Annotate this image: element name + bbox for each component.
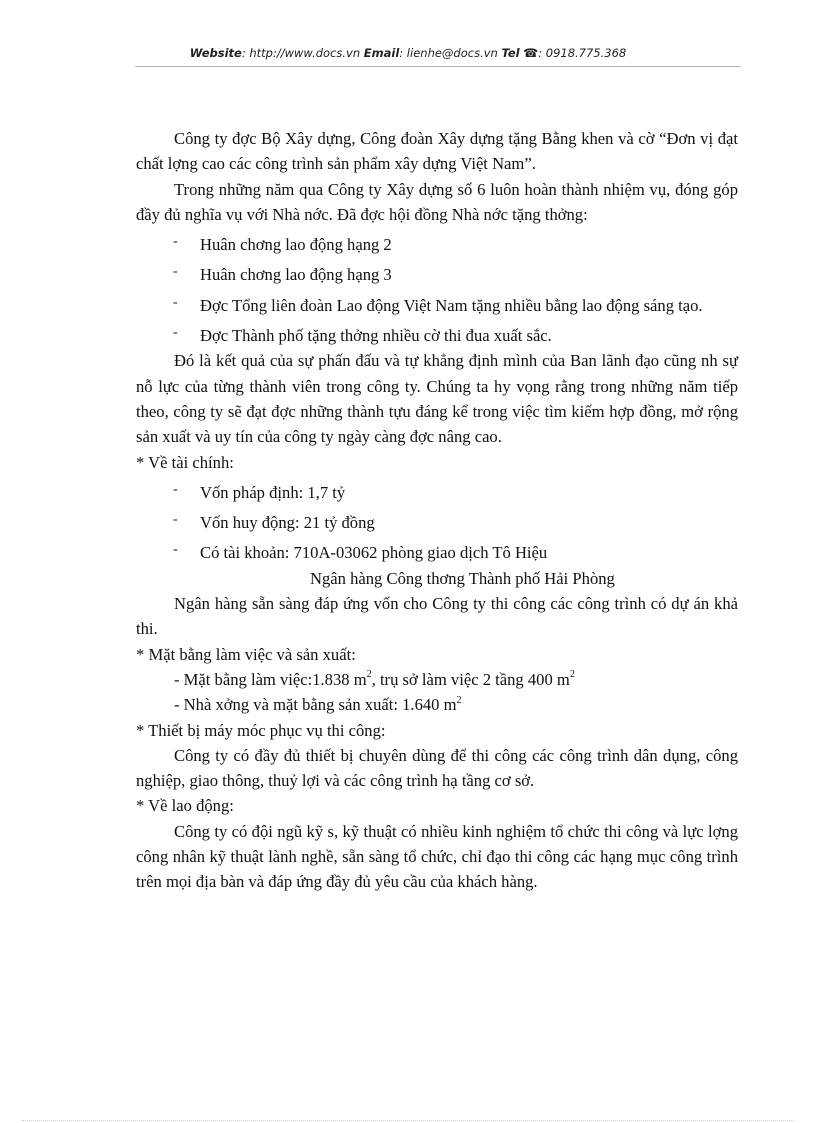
paragraph-awards-intro: Công ty đợc Bộ Xây dựng, Công đoàn Xây dựng tặng Bằng khen và cờ “Đơn vị đạt chất lợng cao các công trình sản phẩm xây dựng Việt Nam”. (136, 129, 738, 174)
section-heading-site: * Mặt bằng làm việc và sản xuất: (136, 644, 356, 664)
paragraph-bank: Ngân hàng sẵn sàng đáp ứng vốn cho Công ty thi công các công trình có dự án khả thi. (136, 594, 738, 639)
site-line-workshop: - Nhà xởng và mặt bằng sản xuất: 1.640 $m^2$ (174, 694, 462, 715)
bullet-dash: - (173, 264, 178, 280)
section-heading-labor: * Về lao động: (136, 796, 234, 816)
site-line-office: - Mặt bằng làm việc:1.838 $m^2$, trụ sở làm việc 2 tầng 400 $m^2$ (174, 669, 575, 689)
tel-number: : 0918.775.368 (538, 46, 627, 60)
list-item: - Đợc Thành phố tặng thởng nhiều cờ thi đua xuất sắc. (200, 318, 738, 348)
section-heading-finance: * Về tài chính: (136, 452, 234, 472)
list-item: - Vốn huy động: 21 tỷ đồng (200, 505, 738, 535)
footer-divider (22, 1120, 794, 1121)
list-item: - Vốn pháp định: 1,7 tỷ (200, 475, 738, 505)
list-item: - Đợc Tổng liên đoàn Lao động Việt Nam tặng nhiều bằng lao động sáng tạo. (200, 288, 738, 318)
email-label: Email (363, 46, 400, 60)
list-item: - Huân chơng lao động hạng 2 (200, 227, 738, 257)
section-heading-equipment: * Thiết bị máy móc phục vụ thi công: (136, 720, 386, 740)
paragraph-labor: Công ty có đội ngũ kỹ s, kỹ thuật có nhiều kinh nghiệm tổ chức thi công và lực lợng công nhân kỹ thuật lành nghề, sẵn sàng tổ chức, chỉ đạo thi công các hạng mục công trình trên mọi địa bàn và đáp ứng đầy đủ yêu cầu của khách hàng. (136, 821, 738, 892)
header-rule (135, 66, 741, 67)
paragraph-achievements: Trong những năm qua Công ty Xây dựng số 6 luôn hoàn thành nhiệm vụ, đóng góp đầy đủ nghĩa vụ với Nhà nớc. Đã đợc hội đồng Nhà nớc tặng thởng: (136, 179, 738, 224)
bullet-dash: - (173, 481, 178, 497)
paragraph-equipment: Công ty có đầy đủ thiết bị chuyên dùng để thi công các công trình dân dụng, công nghiệp, giao thông, thuỷ lợi và các công trình hạ tầng cơ sở. (136, 745, 738, 791)
bullet-dash: - (173, 325, 178, 341)
bullet-dash: - (173, 294, 178, 310)
paragraph-conclusion: Đó là kết quả của sự phấn đấu và tự khẳng định mình của Ban lãnh đạo cũng nh sự nỗ lực của từng thành viên trong công ty. Chúng ta hy vọng rằng trong những năm tiếp theo, công ty sẽ đạt đợc những thành tựu đáng kể trong việc tìm kiếm hợp đồng, mở rộng sản xuất và uy tín của công ty ngày càng đợc nâng cao. (136, 351, 738, 447)
phone-icon: ☎ (523, 46, 539, 60)
list-item: - Có tài khoản: 710A-03062 phòng giao dịch Tô Hiệu (200, 535, 738, 565)
website-url[interactable]: : http://www.docs.vn (241, 46, 361, 60)
page-header (0, 46, 816, 60)
bank-name: Ngân hàng Công thơng Thành phố Hải Phòng (310, 568, 615, 588)
tel-label: Tel (501, 46, 520, 60)
bullet-dash: - (173, 542, 178, 558)
email-address[interactable]: : lienhe@docs.vn (399, 46, 498, 60)
list-item: - Huân chơng lao động hạng 3 (200, 257, 738, 287)
bullet-dash: - (173, 512, 178, 528)
document-body (136, 126, 738, 895)
website-label: Website (189, 46, 242, 60)
bullet-dash: - (173, 234, 178, 250)
